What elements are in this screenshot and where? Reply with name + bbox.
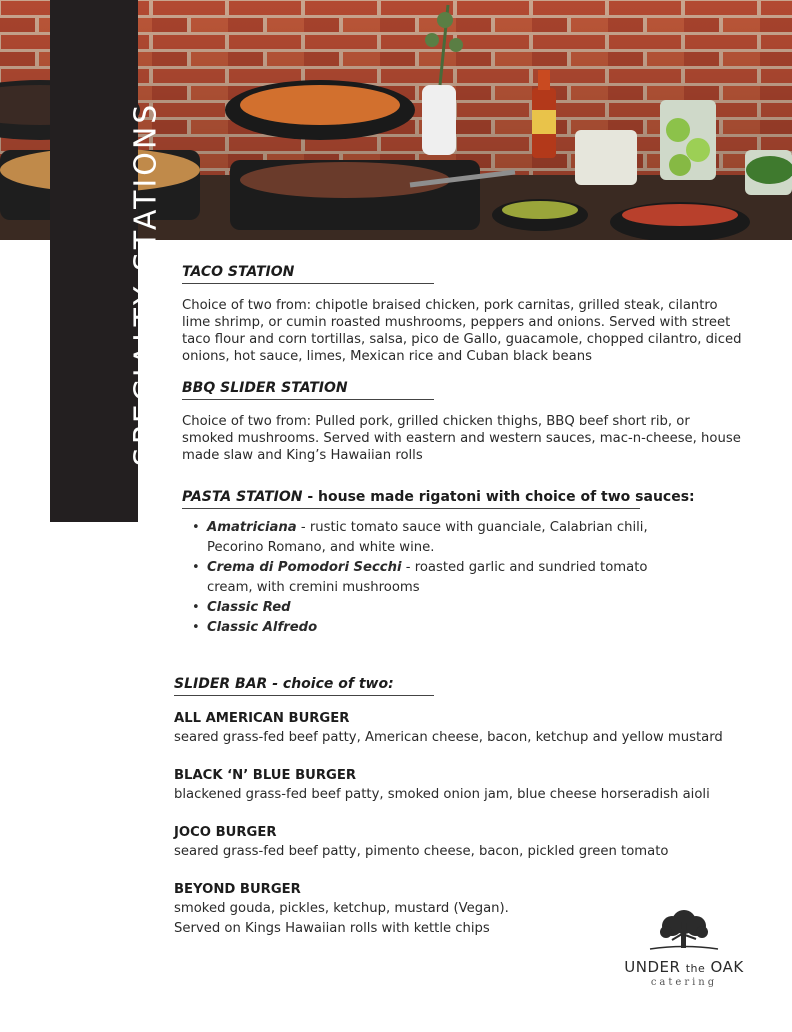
burger-item	[174, 767, 710, 805]
title-banner	[50, 0, 164, 522]
under-the-oak-logo	[614, 908, 754, 998]
burger-item	[174, 824, 668, 862]
logo-wordmark: UNDER the OAK	[624, 958, 744, 976]
bbq-station-description: Choice of two from: Pulled pork, grilled chicken thighs, BBQ beef short rib, or smoked mushrooms. Served with eastern and western sauces, mac-n-cheese, house made slaw and King’s Hawaiian rolls	[182, 414, 741, 463]
list-item: • Crema di Pomodori Secchi - roasted garlic and sundried tomato cream, with cremini mushrooms	[188, 558, 648, 598]
burger-name: JOCO BURGER	[174, 825, 277, 840]
pasta-sauce-list	[188, 518, 648, 638]
burger-description: blackened grass-fed beef patty, smoked onion jam, blue cheese horseradish aioli	[174, 787, 710, 802]
taco-station-description: Choice of two from: chipotle braised chicken, pork carnitas, grilled steak, cilantro lime shrimp, or cumin roasted mushrooms, peppers and onions. Served with street taco flour and corn tortillas, salsa, pico de Gallo, guacamole, chopped cilantro, diced onions, hot sauce, limes, Mexican rice and Cuban black beans	[182, 298, 742, 364]
burger-name: BLACK ‘N’ BLUE BURGER	[174, 768, 356, 783]
taco-station-heading: TACO STATION	[182, 264, 434, 284]
burger-name: BEYOND BURGER	[174, 882, 301, 897]
burger-description: seared grass-fed beef patty, American cheese, bacon, ketchup and yellow mustard	[174, 730, 723, 745]
burger-name: ALL AMERICAN BURGER	[174, 711, 350, 726]
slider-bar-heading: SLIDER BAR - choice of two:	[174, 676, 434, 696]
logo-tagline: catering	[650, 977, 718, 988]
burger-description: seared grass-fed beef patty, pimento cheese, bacon, pickled green tomato	[174, 844, 669, 859]
page-title: SPECIALTY STATIONS	[128, 101, 164, 467]
burger-item	[174, 710, 723, 748]
list-item: • Classic Red	[188, 598, 648, 618]
burger-item	[174, 881, 509, 939]
oak-tree-icon	[644, 908, 724, 952]
burger-description-note: Served on Kings Hawaiian rolls with kettle chips	[174, 921, 490, 936]
bbq-station-heading: BBQ SLIDER STATION	[182, 380, 434, 400]
pasta-station-subtitle: - house made rigatoni with choice of two sauces:	[302, 489, 695, 505]
pasta-station-heading	[182, 489, 695, 509]
list-item: • Amatriciana - rustic tomato sauce with guanciale, Calabrian chili, Pecorino Romano, and white wine.	[188, 518, 648, 558]
burger-description: smoked gouda, pickles, ketchup, mustard (Vegan).	[174, 901, 509, 916]
pasta-station-title: PASTA STATION	[182, 489, 303, 505]
list-item: • Classic Alfredo	[188, 618, 648, 638]
